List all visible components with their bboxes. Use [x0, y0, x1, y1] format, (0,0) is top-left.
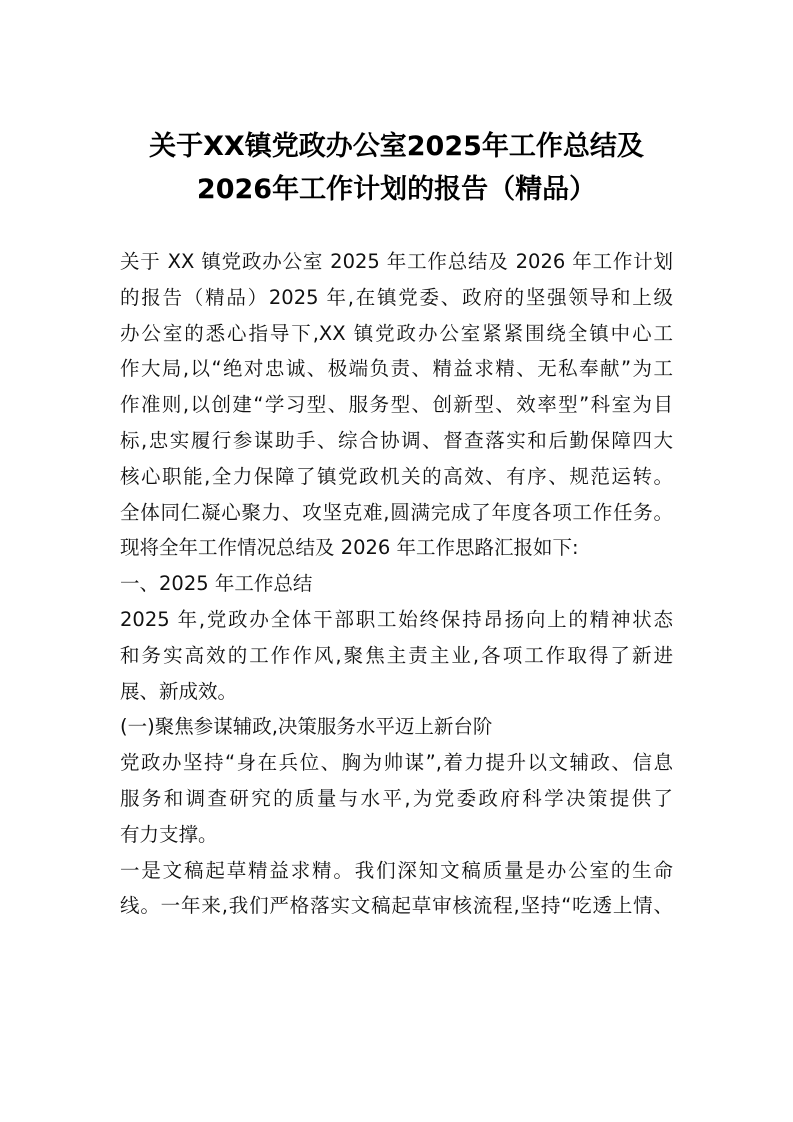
body-text-line: 关于 XX 镇党政办公室 2025 年工作总结及 2026 年工作计划	[120, 250, 673, 273]
body-text-line: 办公室的悉心指导下,XX 镇党政办公室紧紧围绕全镇中心工	[120, 321, 673, 345]
body-text-line: 的报告（精品）2025 年,在镇党委、政府的坚强领导和上级	[120, 285, 673, 309]
body-text-line: 核心职能,全力保障了镇党政机关的高效、有序、规范运转。	[120, 464, 673, 488]
body-text-line: (一)聚焦参谋辅政,决策服务水平迈上新台阶	[120, 715, 493, 739]
body-text-line: 党政办坚持“身在兵位、胸为帅谋”,着力提升以文辅政、信息	[120, 751, 673, 775]
body-text-line: 展、新成效。	[120, 679, 238, 703]
body-text-line: 一是文稿起草精益求精。我们深知文稿质量是办公室的生命	[120, 858, 673, 882]
body-text-line: 2025 年,党政办全体干部职工始终保持昂扬向上的精神状态	[120, 607, 673, 631]
body-text-line: 和务实高效的工作作风,聚焦主责主业,各项工作取得了新进	[120, 643, 673, 667]
body-text-line: 标,忠实履行参谋助手、综合协调、督查落实和后勤保障四大	[120, 428, 673, 452]
body-text-line: 有力支撑。	[120, 822, 218, 846]
document-title-line-1: 关于XX镇党政办公室2025年工作总结及	[149, 131, 644, 162]
body-text-line: 现将全年工作情况总结及 2026 年工作思路汇报如下:	[120, 536, 579, 560]
body-text-line: 一、2025 年工作总结	[120, 572, 313, 596]
document-title-line-2: 2026年工作计划的报告（精品）	[196, 174, 597, 205]
body-text-line: 服务和调查研究的质量与水平,为党委政府科学决策提供了	[120, 786, 673, 810]
body-text-line: 全体同仁凝心聚力、攻坚克难,圆满完成了年度各项工作任务。	[120, 500, 673, 524]
body-text-line: 作准则,以创建“学习型、服务型、创新型、效率型”科室为目	[120, 393, 673, 417]
body-text-line: 作大局,以“绝对忠诚、极端负责、精益求精、无私奉献”为工	[120, 357, 673, 381]
document-body	[120, 244, 673, 924]
body-text-line: 线。一年来,我们严格落实文稿起草审核流程,坚持“吃透上情、	[120, 894, 673, 918]
